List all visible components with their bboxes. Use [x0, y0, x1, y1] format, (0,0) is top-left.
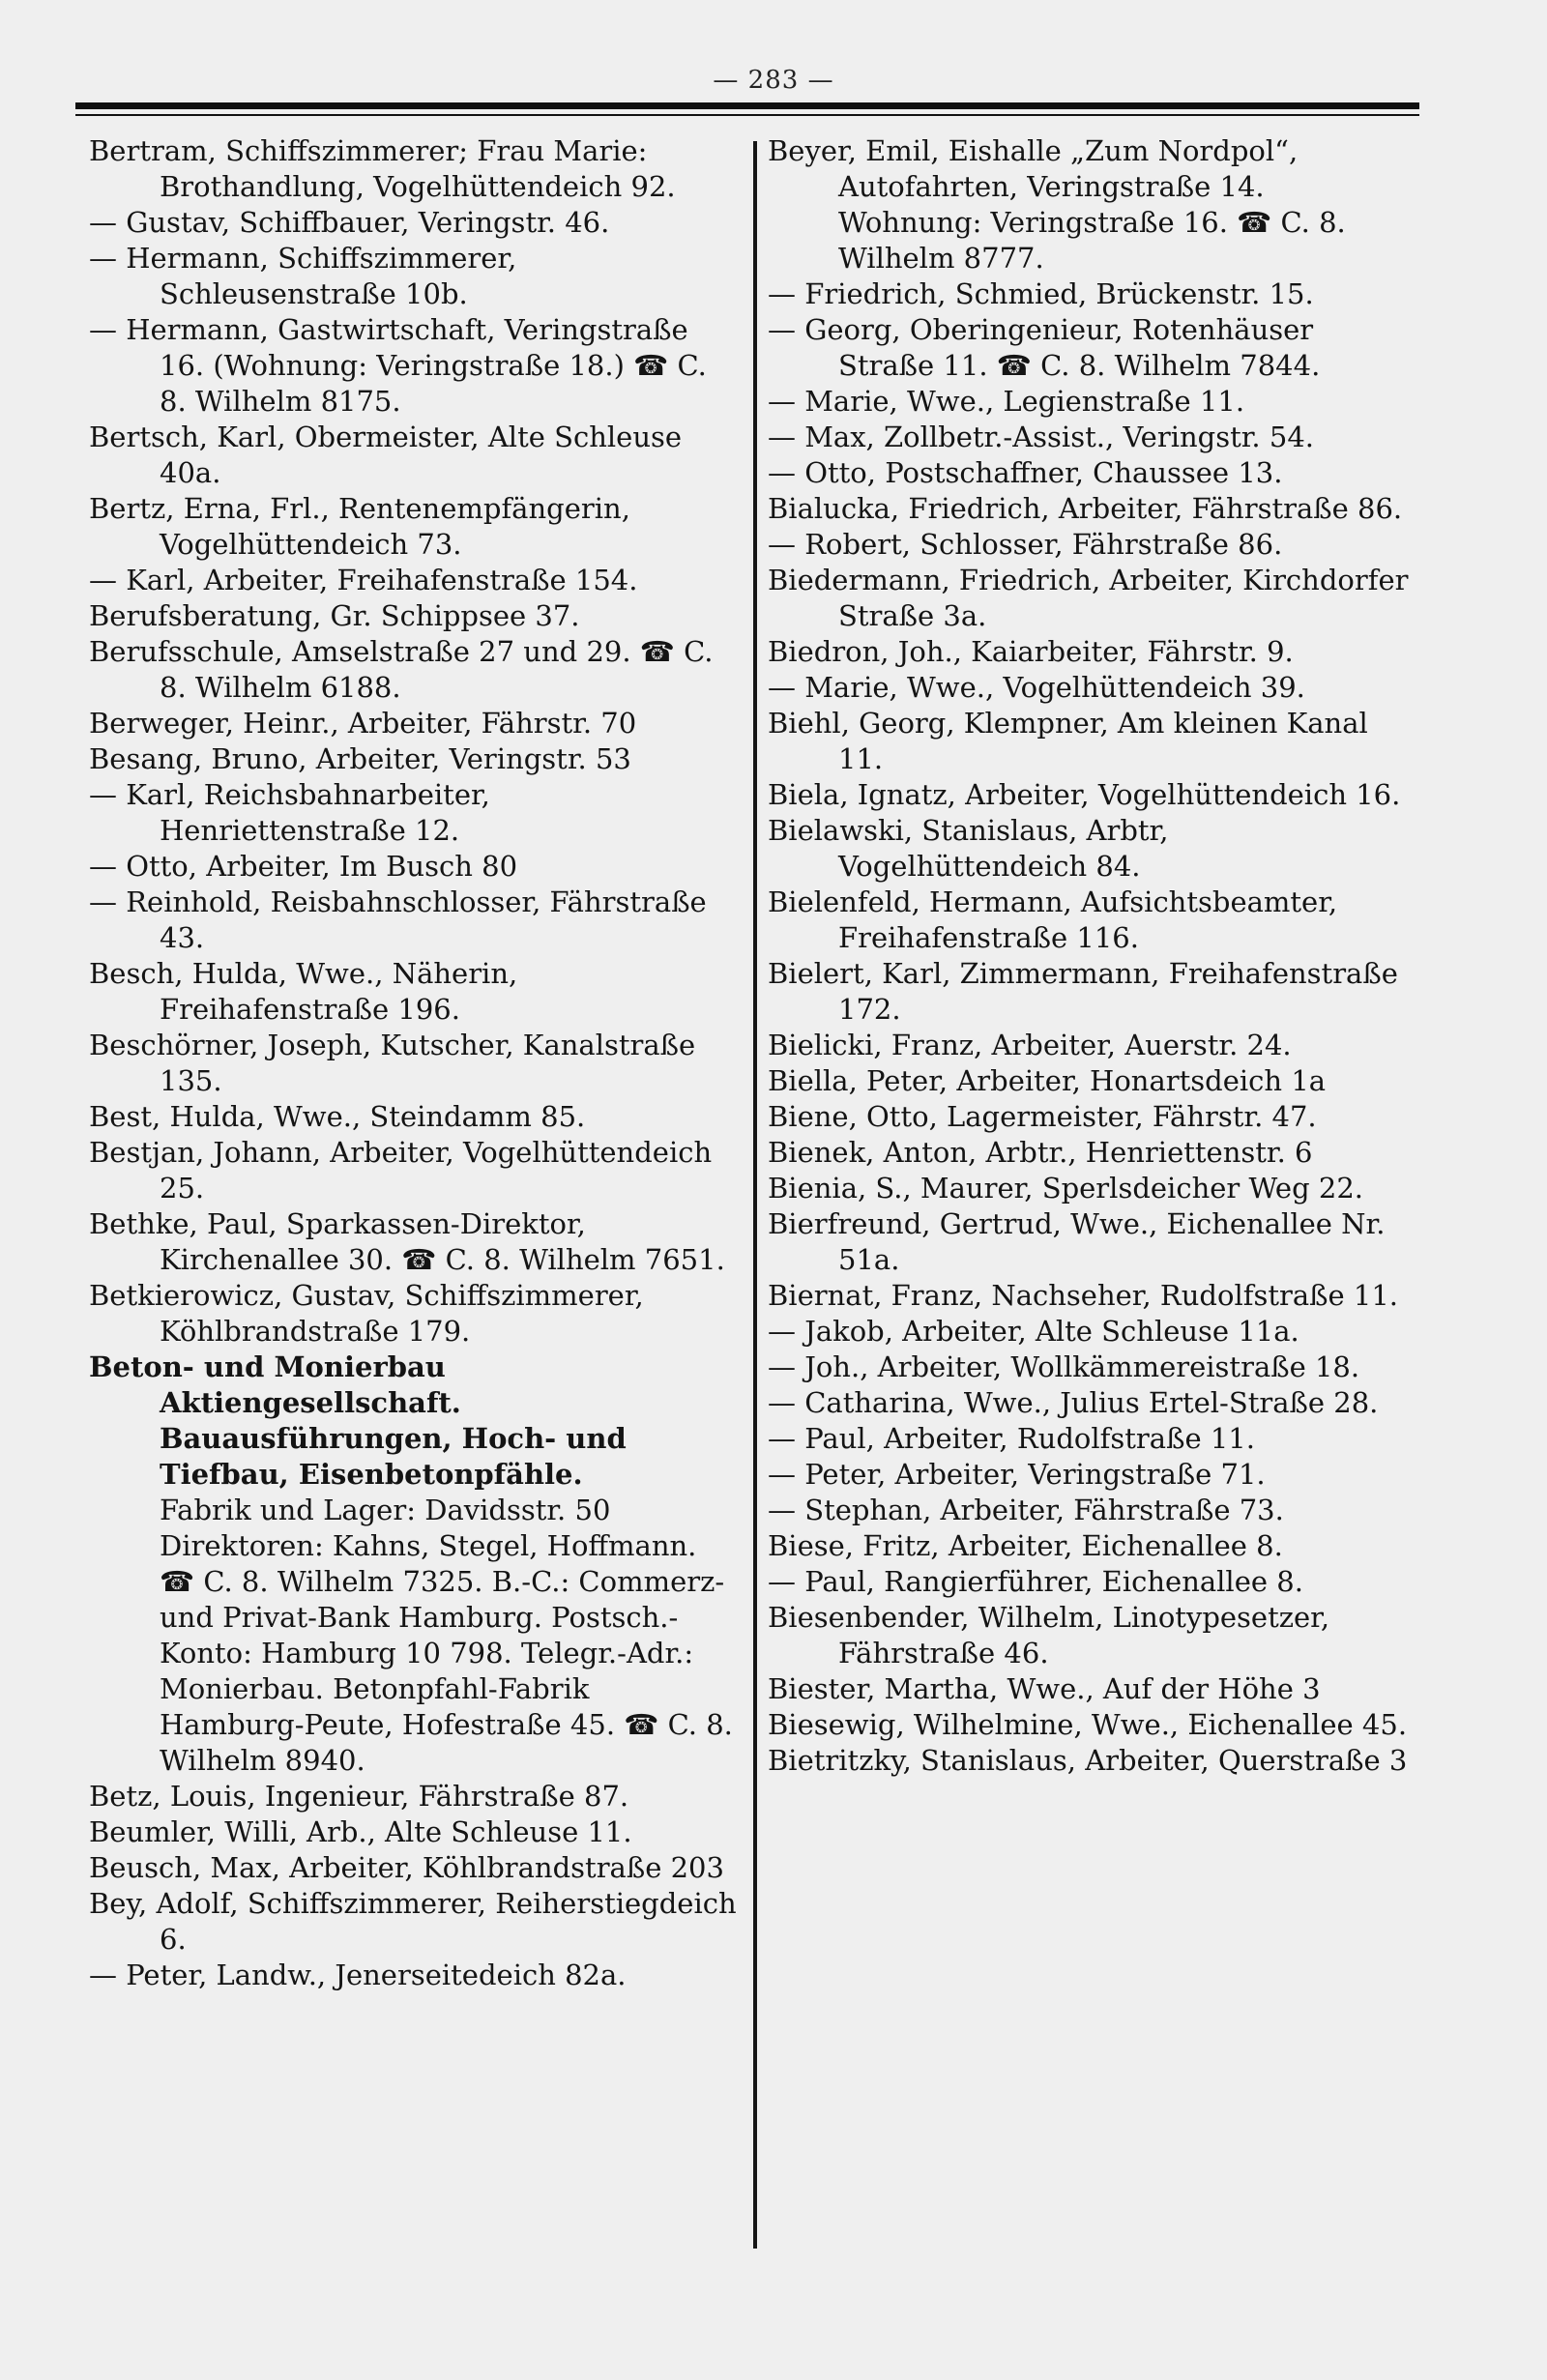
directory-entry: Bethke, Paul, Sparkassen-Direktor, Kirchenallee 30. ☎ C. 8. Wilhelm 7651.: [89, 1207, 725, 1276]
directory-entry: — Paul, Arbeiter, Rudolfstraße 11.: [768, 1422, 1255, 1455]
directory-entry: — Stephan, Arbeiter, Fährstraße 73.: [768, 1494, 1284, 1526]
directory-entry: Beyer, Emil, Eishalle „Zum Nordpol“, Autofahrten, Veringstraße 14. Wohnung: Veringstraße 16. ☎ C. 8. Wilhelm 8777.: [768, 134, 1346, 275]
columns: [89, 133, 1414, 2241]
directory-entry: — Max, Zollbetr.-Assist., Veringstr. 54.: [768, 421, 1314, 453]
directory-entry: Betz, Louis, Ingenieur, Fährstraße 87.: [89, 1780, 629, 1813]
directory-entry: — Hermann, Gastwirtschaft, Veringstraße 16. (Wohnung: Veringstraße 18.) ☎ C. 8. Wilhelm 8175.: [89, 313, 707, 418]
right-column: [768, 133, 1414, 2241]
company-entry-heading: Beton- und Monierbau Aktiengesellschaft. Bauausführungen, Hoch- und Tiefbau, Eisenbetonpfähle.: [89, 1350, 627, 1491]
directory-entry: Bielawski, Stanislaus, Arbtr, Vogelhüttendeich 84.: [768, 814, 1169, 883]
directory-entry: — Hermann, Schiffszimmerer, Schleusenstraße 10b.: [89, 242, 517, 310]
directory-entry: — Friedrich, Schmied, Brückenstr. 15.: [768, 277, 1314, 310]
directory-entry: Bierfreund, Gertrud, Wwe., Eichenallee Nr. 51a.: [768, 1207, 1386, 1276]
directory-entry: — Robert, Schlosser, Fährstraße 86.: [768, 528, 1283, 561]
directory-entry: — Karl, Arbeiter, Freihafenstraße 154.: [89, 564, 638, 596]
directory-entry: Biedermann, Friedrich, Arbeiter, Kirchdorfer Straße 3a.: [768, 564, 1409, 632]
column-divider: [753, 141, 757, 2249]
directory-entry: Biernat, Franz, Nachseher, Rudolfstraße 11.: [768, 1279, 1399, 1312]
directory-entry: Beumler, Willi, Arb., Alte Schleuse 11.: [89, 1815, 632, 1848]
page-number: — 283 —: [713, 66, 834, 95]
directory-entry: Berufsschule, Amselstraße 27 und 29. ☎ C. 8. Wilhelm 6188.: [89, 635, 714, 704]
directory-entry: Bienia, S., Maurer, Sperlsdeicher Weg 22.: [768, 1172, 1363, 1205]
directory-entry: Biela, Ignatz, Arbeiter, Vogelhüttendeich 16.: [768, 778, 1401, 811]
directory-entry: Bienek, Anton, Arbtr., Henriettenstr. 6: [768, 1136, 1313, 1169]
directory-entry: — Gustav, Schiffbauer, Veringstr. 46.: [89, 206, 610, 239]
directory-entry: Biene, Otto, Lagermeister, Fährstr. 47.: [768, 1100, 1317, 1133]
directory-entry: — Joh., Arbeiter, Wollkämmereistraße 18.: [768, 1350, 1360, 1383]
directory-entry: Berufsberatung, Gr. Schippsee 37.: [89, 599, 580, 632]
directory-entry: — Marie, Wwe., Vogelhüttendeich 39.: [768, 671, 1305, 704]
left-column: [89, 133, 737, 2241]
directory-entry: Best, Hulda, Wwe., Steindamm 85.: [89, 1100, 586, 1133]
directory-entry: Bertsch, Karl, Obermeister, Alte Schleuse 40a.: [89, 421, 683, 489]
directory-entry: Bielert, Karl, Zimmermann, Freihafenstraße 172.: [768, 957, 1398, 1026]
directory-entry: — Peter, Landw., Jenerseitedeich 82a.: [89, 1959, 627, 1991]
directory-entry: Bertz, Erna, Frl., Rentenempfängerin, Vogelhüttendeich 73.: [89, 492, 630, 561]
directory-entry: Betkierowicz, Gustav, Schiffszimmerer, Köhlbrandstraße 179.: [89, 1279, 644, 1348]
header-rule-thick: [75, 102, 1419, 109]
directory-entry: Bestjan, Johann, Arbeiter, Vogelhüttendeich 25.: [89, 1136, 713, 1205]
directory-entry: Beusch, Max, Arbeiter, Köhlbrandstraße 203: [89, 1851, 724, 1884]
directory-entry: — Reinhold, Reisbahnschlosser, Fährstraße 43.: [89, 885, 707, 954]
directory-entry: — Paul, Rangierführer, Eichenallee 8.: [768, 1565, 1303, 1598]
directory-entry: — Otto, Arbeiter, Im Busch 80: [89, 850, 518, 883]
directory-entry: — Peter, Arbeiter, Veringstraße 71.: [768, 1458, 1266, 1491]
directory-entry: — Otto, Postschaffner, Chaussee 13.: [768, 456, 1283, 489]
company-entry-details: Fabrik und Lager: Davidsstr. 50 Direktoren: Kahns, Stegel, Hoffmann. ☎ C. 8. Wilhelm 7325. B.-C.: Commerz- und Privat-Bank Hamburg. Postsch.-Konto: Hamburg 10 798. Telegr.-Adr.: Monierbau. Betonpfahl-Fabrik Hamburg-Peute, Hofestraße 45. ☎ C. 8. Wilhelm 8940.: [160, 1494, 733, 1777]
directory-entry: Biesewig, Wilhelmine, Wwe., Eichenallee 45.: [768, 1708, 1408, 1741]
directory-entry: Biella, Peter, Arbeiter, Honartsdeich 1a: [768, 1064, 1327, 1097]
directory-entry: Biedron, Joh., Kaiarbeiter, Fährstr. 9.: [768, 635, 1294, 668]
directory-entry: Biehl, Georg, Klempner, Am kleinen Kanal 11.: [768, 707, 1368, 775]
directory-entry: — Marie, Wwe., Legienstraße 11.: [768, 385, 1245, 418]
directory-entry: Berweger, Heinr., Arbeiter, Fährstr. 70: [89, 707, 637, 740]
directory-entry: — Georg, Oberingenieur, Rotenhäuser Straße 11. ☎ C. 8. Wilhelm 7844.: [768, 313, 1321, 382]
directory-entry: Bialucka, Friedrich, Arbeiter, Fährstraße 86.: [768, 492, 1403, 525]
directory-entry: — Jakob, Arbeiter, Alte Schleuse 11a.: [768, 1315, 1299, 1348]
directory-entry: Bielenfeld, Hermann, Aufsichtsbeamter, Freihafenstraße 116.: [768, 885, 1338, 954]
directory-entry: Beschörner, Joseph, Kutscher, Kanalstraße 135.: [89, 1029, 696, 1097]
directory-entry: Bielicki, Franz, Arbeiter, Auerstr. 24.: [768, 1029, 1292, 1061]
directory-entry: Bertram, Schiffszimmerer; Frau Marie: Brothandlung, Vogelhüttendeich 92.: [89, 134, 676, 203]
header-rule-thin: [75, 114, 1419, 116]
directory-entry: Biese, Fritz, Arbeiter, Eichenallee 8.: [768, 1529, 1283, 1562]
directory-entry: Biesenbender, Wilhelm, Linotypesetzer, Fährstraße 46.: [768, 1601, 1330, 1669]
directory-entry: Biester, Martha, Wwe., Auf der Höhe 3: [768, 1672, 1321, 1705]
directory-entry: Bey, Adolf, Schiffszimmerer, Reiherstiegdeich 6.: [89, 1887, 737, 1956]
directory-entry: Bietritzky, Stanislaus, Arbeiter, Querstraße 3: [768, 1744, 1408, 1777]
directory-entry: — Karl, Reichsbahnarbeiter, Henriettenstraße 12.: [89, 778, 490, 847]
directory-entry: Besch, Hulda, Wwe., Näherin, Freihafenstraße 196.: [89, 957, 518, 1026]
directory-entry: — Catharina, Wwe., Julius Ertel-Straße 28.: [768, 1386, 1379, 1419]
directory-entry: Besang, Bruno, Arbeiter, Veringstr. 53: [89, 742, 631, 775]
